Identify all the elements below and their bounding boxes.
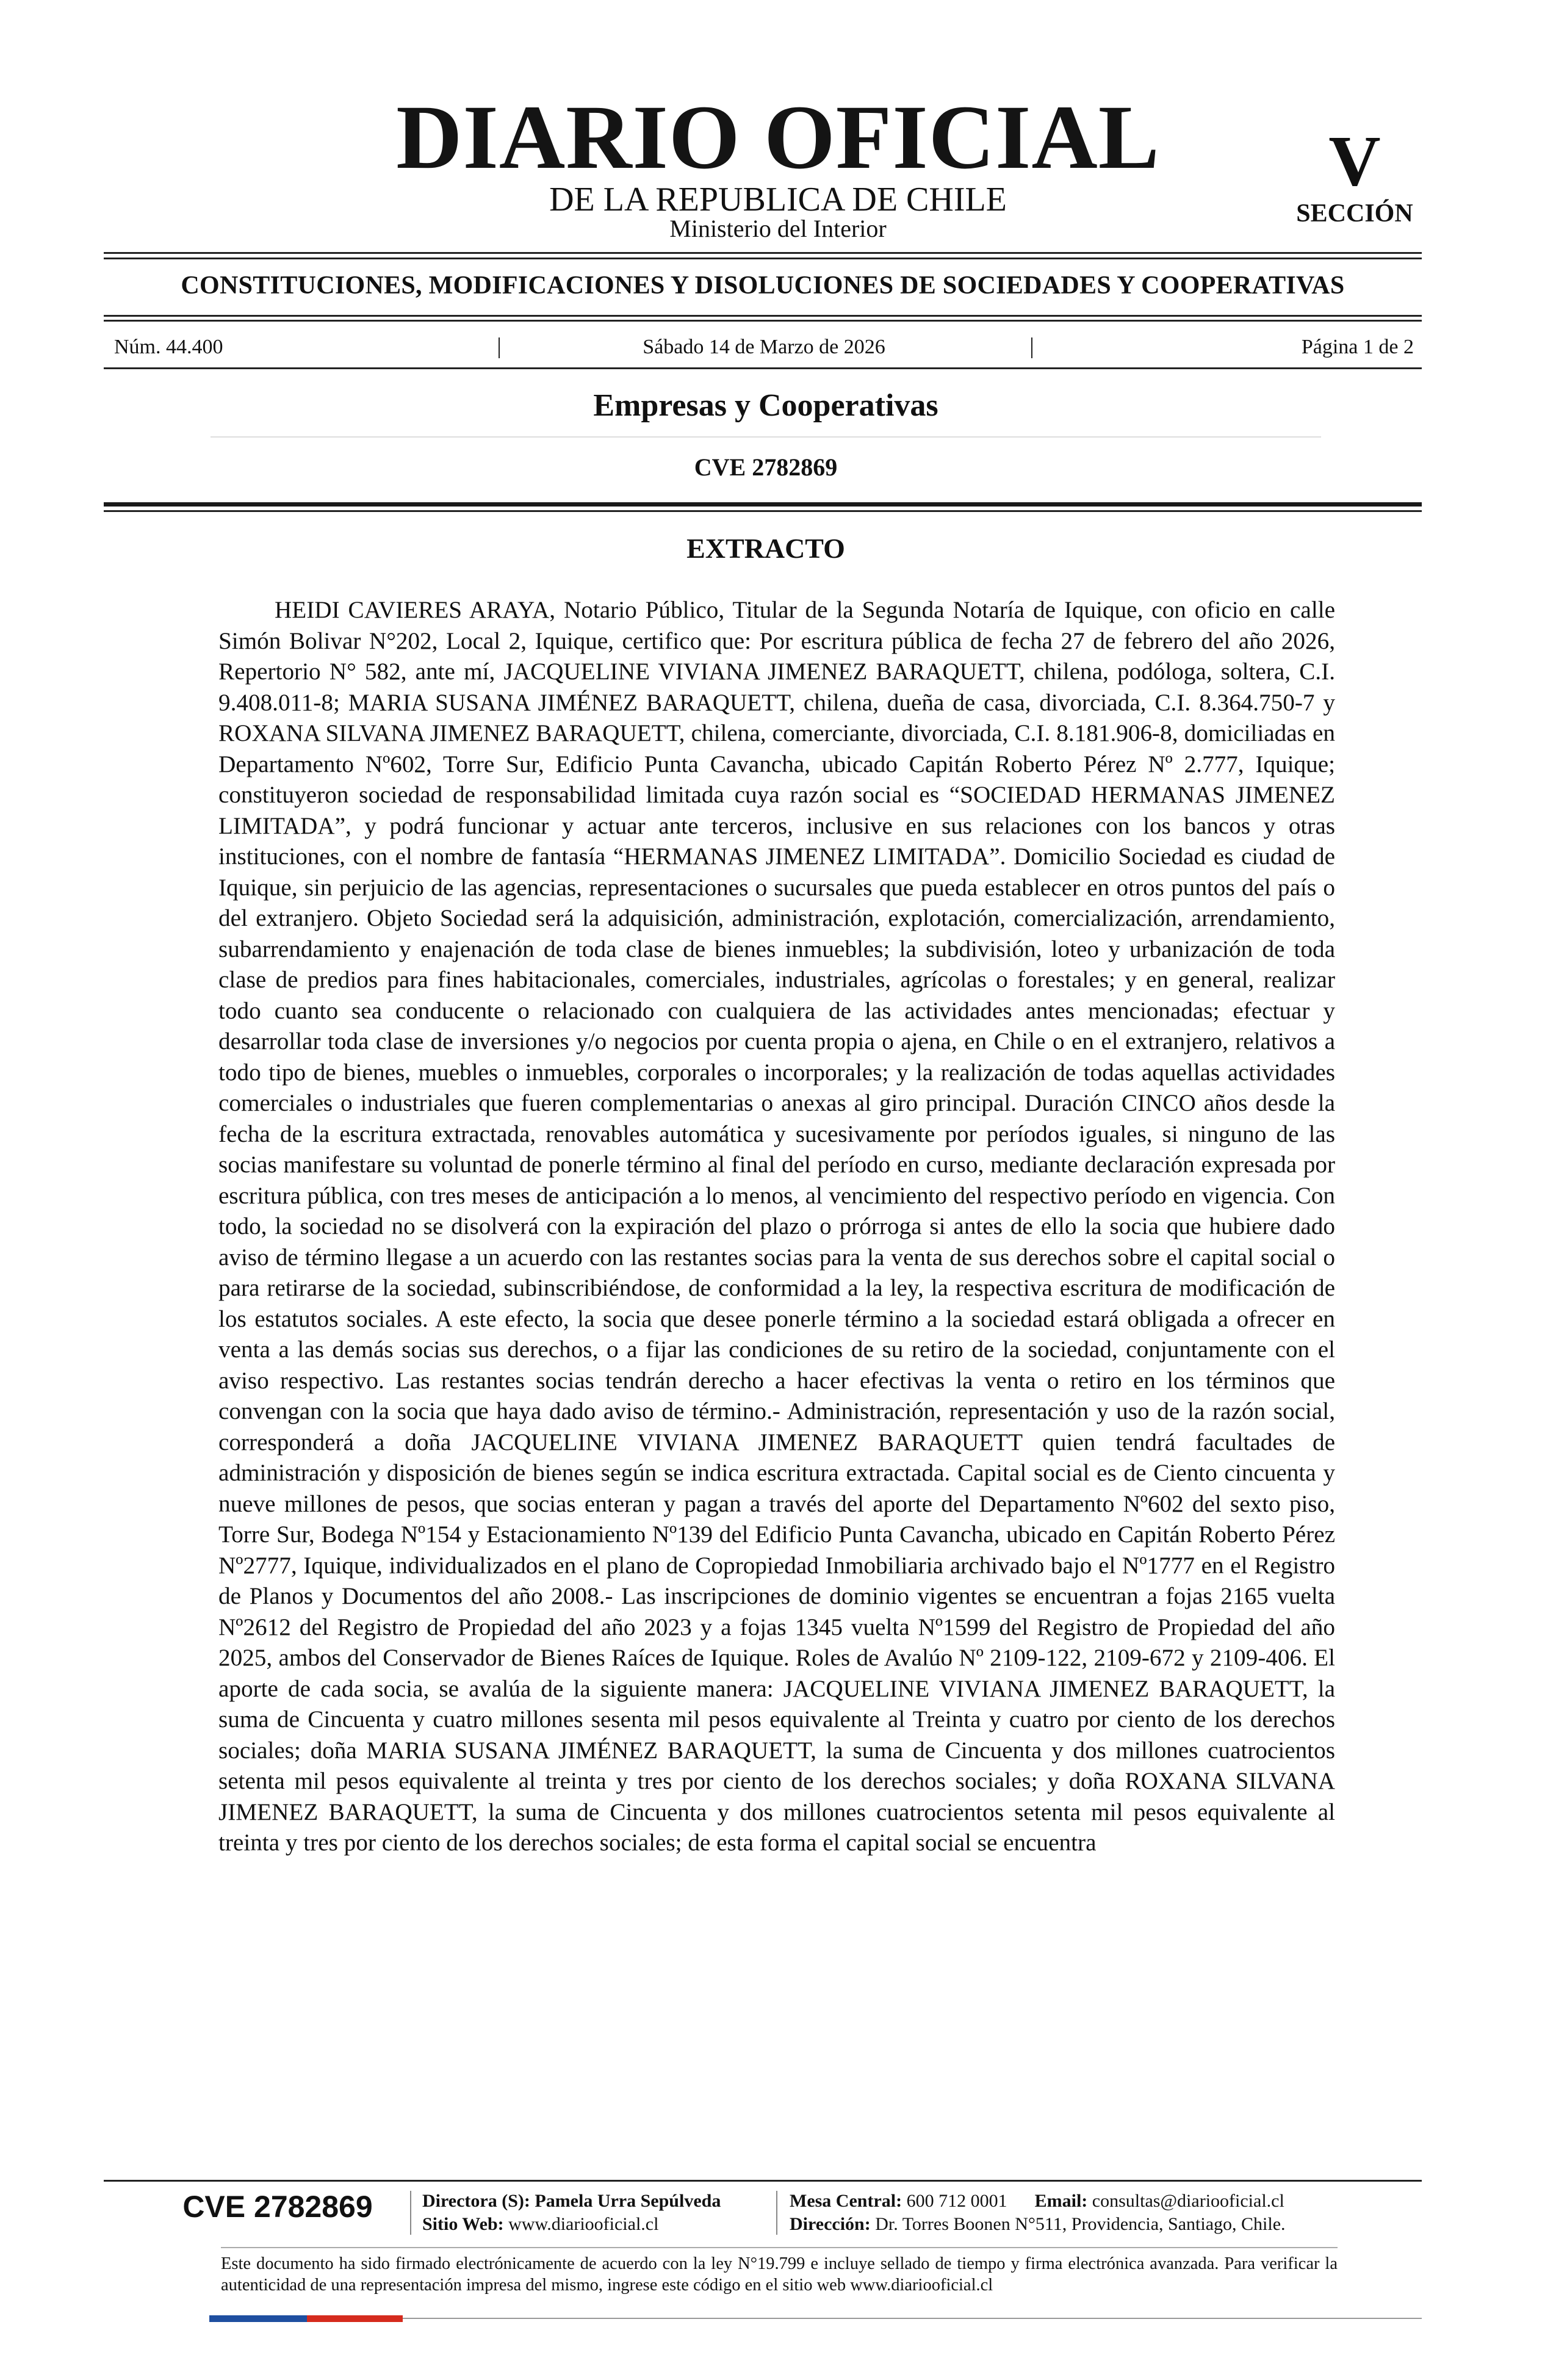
site-link[interactable]: www.diariooficial.cl (508, 2214, 659, 2234)
email-label: Email: (1034, 2191, 1088, 2211)
content-divider (104, 502, 1422, 507)
director-label: Directora (S): Pamela Urra Sepúlveda (422, 2191, 721, 2211)
category-divider (104, 315, 1422, 317)
flag-stripe-line (403, 2318, 1422, 2319)
info-separator (1031, 337, 1032, 358)
info-divider (104, 367, 1422, 369)
address-label: Dirección: (790, 2214, 871, 2234)
address-value: Dr. Torres Boonen N°511, Providencia, Santiago, Chile. (875, 2214, 1286, 2234)
section-label: SECCIÓN (1296, 200, 1413, 228)
section-letter: V (1328, 121, 1381, 201)
footer-separator (410, 2191, 411, 2235)
issue-date: Sábado 14 de Marzo de 2026 (643, 336, 885, 358)
document-title: EXTRACTO (686, 533, 845, 564)
footer-divider (104, 2180, 1422, 2182)
section-heading: Empresas y Cooperativas (593, 388, 938, 423)
newspaper-title: DIARIO OFICIAL (396, 87, 1160, 188)
page-indicator: Página 1 de 2 (1301, 336, 1414, 358)
footer-separator (776, 2191, 777, 2235)
extract-body: HEIDI CAVIERES ARAYA, Notario Público, Titular de la Segunda Notaría de Iquique, con oficio en calle Simón Bolivar N°202, Local 2, Iquique, certifico que: Por escritura pública de fecha 27 de febrero del año 2026, Repertorio N° 582, ante mí, JACQUELINE VIVIANA JIMENEZ BARAQUETT, chilena, podóloga, soltera, C.I. 9.408.011-8; MARIA SUSANA JIMÉNEZ BARAQUETT, chilena, dueña de casa, divorciada, C.I. 8.364.750-7 y ROXANA SILVANA JIMENEZ BARAQUETT, chilena, comerciante, divorciada, C.I. 8.181.906-8, domiciliadas en Departamento Nº602, Torre Sur, Edificio Punta Cavancha, ubicado Capitán Roberto Pérez Nº 2.777, Iquique; constituyeron sociedad de responsabilidad limitada cuya razón social es “SOCIEDAD HERMANAS JIMENEZ LIMITADA”, y podrá funcionar y actuar ante terceros, inclusive en sus relaciones con los bancos y otras instituciones, con el nombre de fantasía “HERMANAS JIMENEZ LIMITADA”. Domicilio Sociedad es ciudad de Iquique, sin perjuicio de las agencias, representaciones o sucursales que pueda establecer en otros puntos del país o del extranjero. Objeto Sociedad será la adquisición, administración, explotación, comercialización, arrendamiento, subarrendamiento y enajenación de toda clase de bienes inmuebles; la subdivisión, loteo y urbanización de toda clase de predios para fines habitacionales, comerciales, industriales, agrícolas o forestales; y en general, realizar todo cuanto sea conducente o relacionado con cualquiera de las actividades antes mencionadas; efectuar y desarrollar toda clase de inversiones y/o negocios por cuenta propia o ajena, en Chile o en el extranjero, relativos a todo tipo de bienes, muebles o inmuebles, corporales o incorporales; y la realización de todas aquellas actividades comerciales o industriales que fueren complementarias o anexas al giro principal. Duración CINCO años desde la fecha de la escritura extractada, renovables automática y sucesivamente por períodos iguales, si ninguno de las socias manifestare su voluntad de ponerle término al final del período en curso, mediante declaración expresada por escritura pública, con tres meses de anticipación a lo menos, al vencimiento del respectivo período en vigencia. Con todo, la sociedad no se disolverá con la expiración del plazo o prórroga si antes de ello la socia que hubiere dado aviso de término llegase a un acuerdo con las restantes socias para la venta de sus derechos sobre el capital social o para retirarse de la sociedad, subinscribiéndose, de conformidad a la ley, la respectiva escritura de modificación de los estatutos sociales. A este efecto, la socia que desee ponerle término a la sociedad estará obligada a ofrecer en venta a las demás socias sus derechos, o a fijar las condiciones de su retiro de la sociedad, conjuntamente con el aviso respectivo. Las restantes socias tendrán derecho a hacer efectivas la venta o retiro en los términos que convengan con la socia que haya dado aviso de término.- Administración, representación y uso de la razón social, corresponderá a doña JACQUELINE VIVIANA JIMENEZ BARAQUETT quien tendrá facultades de administración y disposición de bienes según se indica escritura extractada. Capital social es de Ciento cincuenta y nueve millones de pesos, que socias enteran y pagan a través del aporte del Departamento Nº602 del sexto piso, Torre Sur, Bodega Nº154 y Estacionamiento Nº139 del Edificio Punta Cavancha, ubicado en Capitán Roberto Pérez Nº2777, Iquique, individualizados en el plano de Copropiedad Inmobiliaria archivado bajo el Nº1777 en el Registro de Planos y Documentos del año 2008.- Las inscripciones de dominio vigentes se encuentran a fojas 2165 vuelta Nº2612 del Registro de Propiedad del año 2023 y a fojas 1345 vuelta Nº1599 del Registro de Propiedad del año 2025, ambos del Conservador de Bienes Raíces de Iquique. Roles de Avalúo Nº 2109-122, 2109-672 y 2109-406. El aporte de cada socia, se avalúa de la siguiente manera: JACQUELINE VIVIANA JIMENEZ BARAQUETT, la suma de Cincuenta y cuatro millones sesenta mil pesos equivalente al Treinta y cuatro por ciento de los derechos sociales; doña MARIA SUSANA JIMÉNEZ BARAQUETT, la suma de Cincuenta y dos millones cuatrocientos setenta mil pesos equivalente al treinta y tres por ciento de los derechos sociales; y doña ROXANA SILVANA JIMENEZ BARAQUETT, la suma de Cincuenta y dos millones cuatrocientos setenta mil pesos equivalente al treinta y tres por ciento de los derechos sociales; de esta forma el capital social se encuentra (218, 597, 1335, 1856)
site-label: Sitio Web: (422, 2214, 504, 2234)
signature-notice: Este documento ha sido firmado electrónicamente de acuerdo con la ley N°19.799 e incluye sellado de tiempo y firma electrónica avanzada. Para verificar la autenticidad de una representación impresa del mismo, ingrese este código en el sitio web www.diariooficial.cl (221, 2254, 1338, 2295)
masthead-divider (104, 252, 1422, 254)
ministry-label: Ministerio del Interior (669, 215, 887, 242)
footer-contact-block (790, 2190, 1286, 2236)
email-link[interactable]: consultas@diariooficial.cl (1092, 2191, 1284, 2211)
phone-label: Mesa Central: (790, 2191, 902, 2211)
category-divider-double (104, 320, 1422, 322)
issue-number: Núm. 44.400 (114, 336, 223, 358)
footer-director-block (422, 2190, 721, 2236)
newspaper-subtitle: DE LA REPUBLICA DE CHILE (549, 181, 1007, 218)
section-category: CONSTITUCIONES, MODIFICACIONES Y DISOLUCIONES DE SOCIEDADES Y COOPERATIVAS (181, 272, 1345, 300)
heading-underline (211, 436, 1321, 438)
flag-stripe-red (307, 2315, 403, 2322)
issue-info-bar (114, 331, 1414, 363)
footer-cve-code: CVE 2782869 (182, 2190, 373, 2224)
phone-value: 600 712 0001 (906, 2191, 1007, 2211)
content-divider-double (104, 510, 1422, 512)
footer-note-divider (221, 2247, 1338, 2248)
masthead-divider-double (104, 258, 1422, 259)
cve-code: CVE 2782869 (694, 453, 838, 481)
flag-stripe-blue (209, 2315, 307, 2322)
